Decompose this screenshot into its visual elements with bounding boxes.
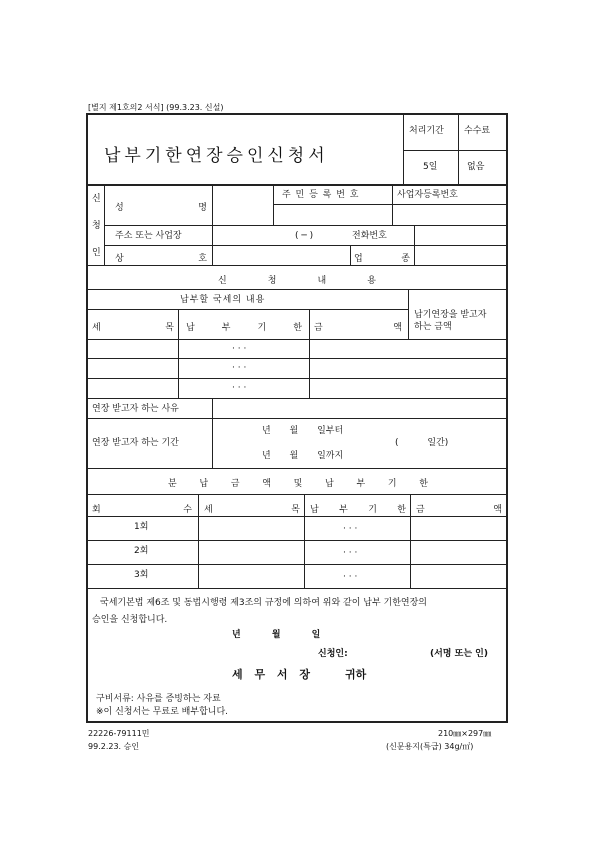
ext-amount-label-2: 하는 금액 (414, 322, 452, 332)
honorific: 귀하 (345, 668, 367, 681)
applicant-row-line-2 (104, 245, 507, 246)
installment-section-label: 분 납 금 액 및 납 부 기 한 (168, 479, 428, 489)
meta-row-line (403, 150, 507, 151)
col-deadline: 납 부 기 한 (186, 323, 302, 333)
period-days: ( 일간) (395, 438, 449, 448)
inst-row-3-label: 3회 (134, 570, 149, 580)
col-inst-deadline: 납 부 기 한 (310, 505, 406, 515)
form-title: 납부기한연장승인신청서 (104, 146, 329, 166)
reason-bottom-line (86, 418, 508, 419)
form-code: 22226-79111민 (88, 729, 150, 738)
trade-name-label: 상 호 (115, 254, 207, 264)
frame-top (86, 113, 508, 115)
col-inst-amount: 금 액 (416, 505, 502, 515)
title-divider (403, 113, 404, 185)
reason-col-divider (212, 398, 213, 468)
resident-no-field[interactable] (275, 206, 391, 224)
phone-field[interactable] (416, 227, 505, 243)
period-label: 연장 받고자 하는 기간 (92, 438, 179, 448)
tax-row-2-date: · · · (232, 363, 247, 373)
period-from: 년 월 일부터 (262, 426, 344, 436)
address-label: 주소 또는 사업장 (115, 231, 182, 241)
biz-no-field[interactable] (394, 206, 505, 224)
applicant-sub-line (273, 204, 507, 205)
attachments-note: 구비서류: 사유를 증빙하는 자료 (96, 694, 221, 704)
fee-label: 수수료 (464, 126, 491, 136)
phone-paren: ( ─ ) (295, 231, 314, 241)
inst-row-1-amount-field[interactable] (412, 518, 505, 538)
processing-period-value: 5일 (423, 162, 438, 172)
meta-divider (458, 113, 459, 185)
inst-row-2-date: · · · (343, 548, 358, 558)
count-col (198, 494, 199, 588)
tax-row-line-2 (86, 378, 508, 379)
title-bottom-line (86, 184, 508, 186)
fee-value: 없음 (467, 162, 485, 172)
applicant-side-1: 신 (92, 194, 101, 204)
address-field[interactable] (214, 227, 294, 243)
installment-header-line (86, 494, 508, 495)
applicant-side-2: 청 (92, 221, 101, 231)
period-to: 년 월 일까지 (262, 451, 344, 461)
deadline-col (309, 309, 310, 399)
reason-field[interactable] (214, 400, 505, 416)
resident-no-label: 주 민 등 록 번 호 (282, 190, 360, 200)
biz-no-label: 사업자등록번호 (397, 190, 458, 200)
tax-row-line-0 (86, 339, 508, 340)
business-type-label: 업 종 (354, 254, 410, 264)
statement-date: 년 월 일 (232, 630, 321, 640)
applicant-bottom-line (86, 265, 508, 266)
form-reference: [별지 제1호의2 서식] (99.3.23. 신설) (88, 103, 224, 112)
frame-bottom (86, 721, 508, 723)
ext-amount-divider (408, 289, 409, 339)
col-tax-item: 세 목 (92, 323, 174, 333)
tax-row-1-ext-field[interactable] (410, 341, 505, 357)
biz-col-divider (392, 185, 393, 225)
tax-row-1-amount-field[interactable] (311, 341, 407, 357)
col-count: 회 수 (92, 505, 192, 515)
inst-row-line-1 (86, 540, 508, 541)
inst-row-line-0 (86, 516, 508, 517)
request-header-line (86, 289, 508, 290)
request-section-label: 신 청 내 용 (218, 276, 376, 286)
tax-row-line-1 (86, 358, 508, 359)
approval-date: 99.2.23. 승인 (88, 742, 140, 751)
inst-row-1-date: · · · (343, 524, 358, 534)
statement-line-2: 승인을 신청합니다. (92, 615, 168, 625)
inst-row-1-label: 1회 (134, 522, 149, 532)
processing-period-label: 처리기간 (409, 126, 444, 136)
ext-amount-label-1: 납기연장을 받고자 (414, 310, 487, 320)
paper-spec: (신문용지(특급) 34g/㎡) (386, 742, 474, 751)
inst-row-line-2 (86, 564, 508, 565)
free-distribution-note: ※이 신청서는 무료로 배부합니다. (96, 707, 229, 717)
tax-row-1-item-field[interactable] (88, 341, 177, 357)
inst-row-1-item-field[interactable] (200, 518, 303, 538)
business-type-divider (350, 245, 351, 265)
tax-row-1-date: · · · (232, 344, 247, 354)
inst-item-col (304, 494, 305, 588)
inst-row-3-date: · · · (343, 572, 358, 582)
resident-col-divider (273, 185, 274, 225)
trade-name-field[interactable] (214, 247, 348, 263)
name-label: 성 명 (115, 203, 207, 213)
period-bottom-line (86, 468, 508, 469)
tax-row-3-date: · · · (232, 383, 247, 393)
tax-content-label: 납부할 국세의 내용 (180, 295, 266, 305)
inst-row-line-3 (86, 588, 508, 589)
name-col-divider (212, 185, 213, 225)
paper-size: 210㎜×297㎜ (438, 729, 492, 738)
tax-office-label: 세 무 서 장 (232, 668, 314, 681)
business-type-field[interactable] (416, 247, 505, 263)
tax-item-col (178, 309, 179, 399)
tax-row-line-3 (86, 398, 508, 399)
tax-col-header-line (86, 309, 408, 310)
applicant-side-3: 인 (92, 248, 101, 258)
name-field[interactable] (214, 187, 272, 223)
applicant-row-line-1 (104, 225, 507, 226)
inst-row-2-label: 2회 (134, 546, 149, 556)
reason-label: 연장 받고자 하는 사유 (92, 404, 179, 414)
col-inst-item: 세 목 (204, 505, 300, 515)
applicant-sign-label: 신청인: (318, 649, 348, 659)
sign-or-seal-label: (서명 또는 인) (430, 649, 488, 659)
col-amount: 금 액 (314, 323, 402, 333)
statement-line-1: 국세기본법 제6조 및 동법시행령 제3조의 규정에 의하여 위와 같이 납부 기한연장의 (100, 598, 427, 608)
phone-label: 전화번호 (352, 231, 387, 241)
inst-deadline-col (410, 494, 411, 588)
